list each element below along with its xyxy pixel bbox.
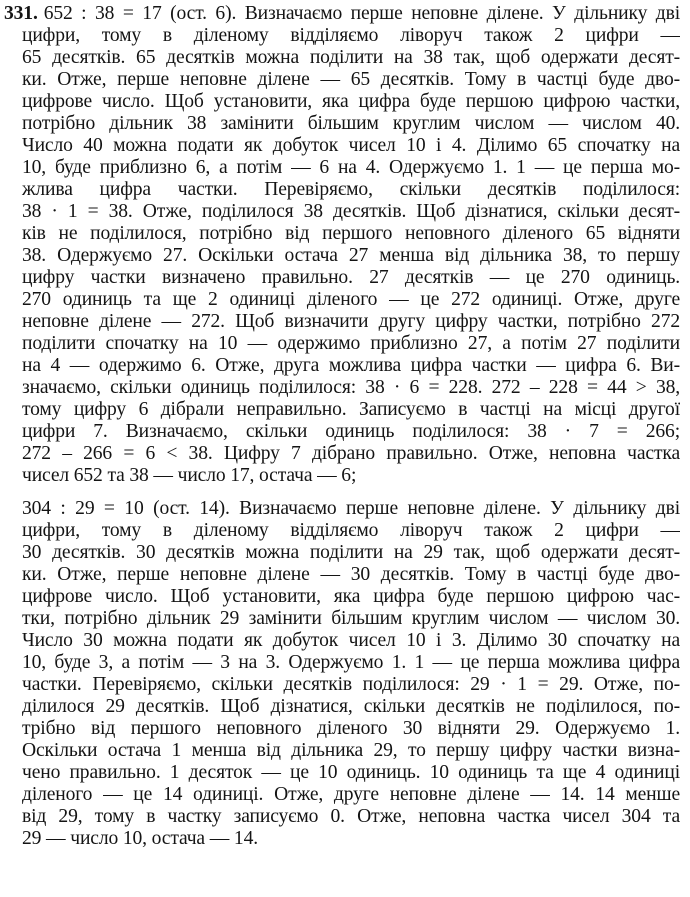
text-line: 30 десятків. 30 десятків можна поділити на 29 так, щоб одержати десят-	[22, 542, 680, 563]
text-line: 38. Одержуємо 27. Оскільки остача 27 менша від дільника 38, то першу	[22, 245, 680, 266]
text-line: 272 – 266 = 6 < 38. Цифру 7 дібрано правильно. Отже, неповна частка	[22, 443, 680, 464]
text-line-content: 652 : 38 = 17 (ост. 6). Визначаємо перше неповне ділене. У дільнику дві	[43, 3, 680, 24]
text-line: ки. Отже, перше неповне ділене — 30 десятків. Тому в частці буде дво-	[22, 564, 680, 585]
text-line: цифрове число. Щоб установити, яка цифра буде першою цифрою час-	[22, 586, 680, 607]
text-line: Число 30 можна подати як добуток чисел 10 і 3. Ділимо 30 спочатку на	[22, 630, 680, 651]
solution-part-1	[4, 3, 680, 487]
exercise-number: 331.	[4, 3, 38, 24]
text-line: 29 — число 10, остача — 14.	[22, 828, 258, 849]
text-line: 65 десятків. 65 десятків можна поділити на 38 так, щоб одержати десят-	[22, 47, 680, 68]
text-line: жлива цифра частки. Перевіряємо, скільки десятків поділилося:	[22, 179, 680, 200]
text-line: Оскільки остача 1 менша від дільника 29, то першу цифру частки визна-	[22, 740, 680, 761]
text-line: потрібно дільник 38 замінити більшим круглим числом — числом 40.	[22, 113, 680, 134]
text-line: цифрове число. Щоб установити, яка цифра буде першою цифрою частки,	[22, 91, 680, 112]
text-line	[4, 3, 680, 25]
solution-part-2	[4, 498, 680, 850]
text-line: ків не поділилося, потрібно від першого неповного діленого 65 відняти	[22, 223, 680, 244]
text-line: на 4 — одержимо 6. Отже, друга можлива цифра частки — цифра 6. Ви-	[22, 355, 680, 376]
text-line: частки. Перевіряємо, скільки десятків поділилося: 29 · 1 = 29. Отже, по-	[22, 674, 680, 695]
text-line: 270 одиниць та ще 2 одиниці діленого — це 272 одиниці. Отже, друге	[22, 289, 680, 310]
paragraph-gap	[4, 487, 680, 498]
text-line: 10, буде 3, а потім — 3 на 3. Одержуємо 1. 1 — це перша можлива цифра	[22, 652, 680, 673]
text-line: цифру частки визначено правильно. 27 десятків — це 270 одиниць.	[22, 267, 680, 288]
text-line: чисел 652 та 38 — число 17, остача — 6;	[22, 465, 357, 486]
text-line: 10, буде приблизно 6, а потім — 6 на 4. Одержуємо 1. 1 — це перша мо-	[22, 157, 680, 178]
text-line: діленого — це 14 одиниці. Отже, друге неповне ділене — 14. 14 менше	[22, 784, 680, 805]
text-line: трібно від першого неповного діленого 30 відняти 29. Одержуємо 1.	[22, 718, 680, 739]
text-line: значаємо, скільки одиниць поділилося: 38 · 6 = 228. 272 – 228 = 44 > 38,	[22, 377, 680, 398]
text-line: Число 40 можна подати як добуток чисел 10 і 4. Ділимо 65 спочатку на	[22, 135, 680, 156]
text-line: цифри 7. Визначаємо, скільки одиниць поділилося: 38 · 7 = 266;	[22, 421, 680, 442]
text-line: неповне ділене — 272. Щоб визначити другу цифру частки, потрібно 272	[22, 311, 680, 332]
text-line: ділилося 29 десятків. Щоб дізнатися, скільки десятків не поділилося, по-	[22, 696, 680, 717]
text-line: 304 : 29 = 10 (ост. 14). Визначаємо перше неповне ділене. У дільнику дві	[22, 498, 680, 519]
text-line: цифри, тому в діленому відділяємо ліворуч також 2 цифри —	[22, 25, 680, 46]
text-line: тому цифру 6 дібрали неправильно. Записуємо в частці на місці другої	[22, 399, 680, 420]
text-line: від 29, тому в частку записуємо 0. Отже, неповна частка чисел 304 та	[22, 806, 680, 827]
text-line: чено правильно. 1 десяток — це 10 одиниць. 10 одиниць та ще 4 одиниці	[22, 762, 680, 783]
text-line: ки. Отже, перше неповне ділене — 65 десятків. Тому в частці буде дво-	[22, 69, 680, 90]
text-line: цифри, тому в діленому відділяємо ліворуч також 2 цифри —	[22, 520, 680, 541]
text-line: поділити спочатку на 10 — одержимо приблизно 27, а потім 27 поділити	[22, 333, 680, 354]
text-line: 38 · 1 = 38. Отже, поділилося 38 десятків. Щоб дізнатися, скільки десят-	[22, 201, 680, 222]
text-line: тки, потрібно дільник 29 замінити більшим круглим числом — числом 30.	[22, 608, 680, 629]
